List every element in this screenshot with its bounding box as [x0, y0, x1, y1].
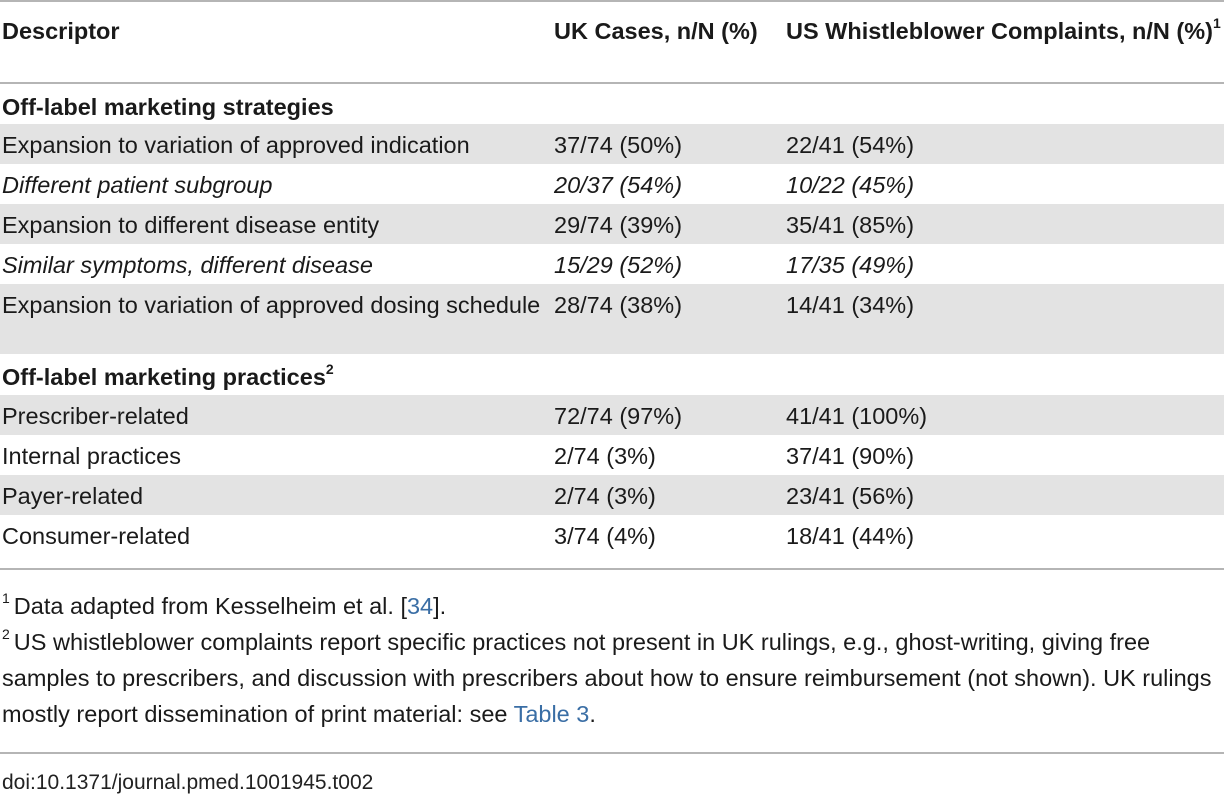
row-us-value: 22/41 (54%) [784, 124, 1224, 164]
row-us-value: 10/22 (45%) [786, 172, 915, 198]
footnotes [0, 588, 1224, 732]
table-row [0, 515, 1224, 555]
row-uk-value: 3/74 (4%) [554, 523, 656, 549]
row-us-value: 35/41 (85%) [784, 204, 1224, 244]
header-us-complaints-label: US Whistleblower Complaints, n/N (%) [786, 18, 1213, 44]
row-uk-value: 28/74 (38%) [552, 284, 784, 354]
table-row [0, 124, 1224, 164]
footnote-ref-1[interactable]: 1 [1212, 15, 1221, 32]
row-label: Expansion to variation of approved indication [0, 124, 552, 164]
table-row [0, 395, 1224, 435]
footnote-2-marker: 2 [2, 626, 10, 643]
footnote-1-end: ]. [433, 593, 447, 619]
row-uk-value: 2/74 (3%) [552, 475, 784, 515]
section-title: Off-label marketing strategies [2, 94, 334, 120]
table-row [0, 204, 1224, 244]
table-header-row [0, 3, 1224, 83]
row-uk-value: 72/74 (97%) [552, 395, 784, 435]
footnote-2 [0, 624, 1224, 732]
header-descriptor: Descriptor [0, 3, 552, 83]
row-us-value: 14/41 (34%) [784, 284, 1224, 354]
row-label: Payer-related [0, 475, 552, 515]
table-row [0, 244, 1224, 284]
row-label: Expansion to variation of approved dosing schedule [0, 284, 552, 354]
row-uk-value: 15/29 (52%) [554, 252, 683, 278]
table-3-link[interactable]: Table 3 [513, 701, 590, 727]
section-title-practices [0, 354, 1224, 395]
row-uk-value: 20/37 (54%) [554, 172, 683, 198]
table-row [0, 435, 1224, 475]
row-label: Expansion to different disease entity [0, 204, 552, 244]
footnote-2-end: . [589, 701, 596, 727]
row-us-value: 18/41 (44%) [786, 523, 915, 549]
footnote-1-text: Data adapted from Kesselheim et al. [ [13, 593, 407, 619]
table-row [0, 164, 1224, 204]
footnote-1 [0, 588, 1224, 624]
row-us-value: 17/35 (49%) [786, 252, 915, 278]
header-us-complaints [784, 3, 1224, 83]
section-title-strategies [0, 83, 1224, 124]
row-us-value: 37/41 (90%) [786, 443, 915, 469]
row-us-value: 23/41 (56%) [784, 475, 1224, 515]
section-title: Off-label marketing practices [2, 364, 326, 390]
top-rule [0, 0, 1224, 2]
table-bottom-rule [0, 568, 1224, 570]
row-label: Different patient subgroup [2, 172, 273, 198]
footnote-2-text: US whistleblower complaints report specific practices not present in UK rulings, e.g., ghost-writing, giving free samples to prescribers, and discussion with prescribers about how to ensure reimbursement (not shown). UK rulings mostly report dissemination of print material: see [2, 629, 1212, 727]
reference-link-34[interactable]: 34 [406, 593, 434, 619]
row-label: Prescriber-related [0, 395, 552, 435]
row-us-value: 41/41 (100%) [784, 395, 1224, 435]
footnote-1-marker: 1 [2, 590, 10, 607]
row-uk-value: 29/74 (39%) [552, 204, 784, 244]
footer-rule [0, 752, 1224, 754]
row-label: Similar symptoms, different disease [2, 252, 373, 278]
row-label: Consumer-related [2, 523, 191, 549]
header-uk-cases: UK Cases, n/N (%) [552, 3, 784, 83]
section-row [0, 354, 1224, 395]
table-row [0, 475, 1224, 515]
row-label: Internal practices [2, 443, 181, 469]
footnote-ref-2[interactable]: 2 [325, 361, 334, 378]
row-uk-value: 37/74 (50%) [552, 124, 784, 164]
data-table [0, 3, 1224, 555]
section-row [0, 83, 1224, 124]
doi-label[interactable]: doi:10.1371/journal.pmed.1001945.t002 [2, 771, 374, 794]
table-row [0, 284, 1224, 354]
row-uk-value: 2/74 (3%) [554, 443, 656, 469]
